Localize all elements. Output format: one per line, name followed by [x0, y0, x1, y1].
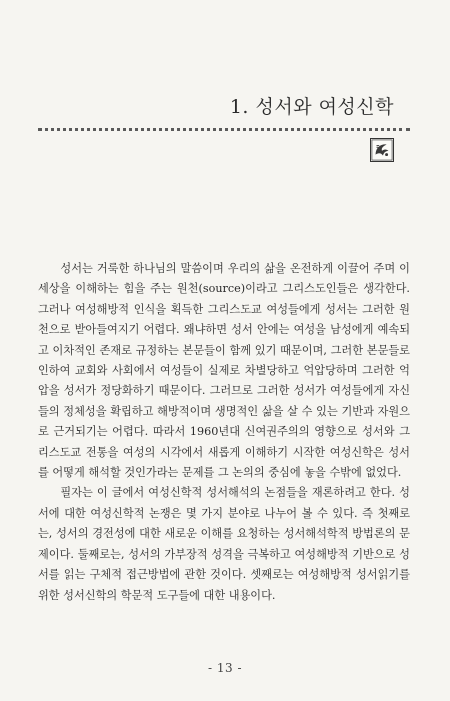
- decorative-ornament-icon: [370, 138, 394, 162]
- dotted-divider: [38, 128, 410, 131]
- paragraph: 필자는 이 글에서 여성신학적 성서해석의 논점들을 재론하려고 한다. 성서에 대한 여성신학적 논쟁은 몇 가지 분야로 나누어 볼 수 있다. 즉 첫째로는, 성서의 경전성에 대한 새로운 이해를 요청하는 성서해석학적 방법론의 문제이다. 둘째로는, 성서의 가부장적 성격을 극복하고 여성해방적 기반으로 성서를 읽는 구체적 접근방법에 관한 것이다. 셋째로는 여성해방적 성서읽기를 위한 성서신학의 학문적 도구들에 대한 내용이다.: [38, 486, 410, 602]
- paragraph: 성서는 거룩한 하나님의 말씀이며 우리의 삶을 온전하게 이끌어 주며 이 세상을 이해하는 힘을 주는 원천(source)이라고 그리스도인들은 생각한다. 그러나 여성해방적 인식을 획득한 그리스도교 여성들에게 성서는 그러한 원천으로 받아들여지기 어렵다. 왜냐하면 성서 안에는 여성을 남성에게 예속되고 이차적인 존재로 규정하는 본문들이 함께 있기 때문이며, 그러한 본문들로 인하여 교회와 사회에서 여성들이 실제로 차별당하고 억압당하며 그러한 억압을 성서가 정당화하기 때문이다. 그러므로 그러한 성서가 여성들에게 자신들의 정체성을 확립하고 해방적이며 생명적인 삶을 살 수 있는 기반과 자원으로 근거되기는 어렵다. 따라서 1960년대 신여권주의의 영향으로 성서와 그리스도교 전통을 여성의 시각에서 새롭게 이해하기 시작한 여성신학은 성서를 어떻게 해석할 것인가라는 문제를 그 논의의 중심에 놓을 수밖에 없었다.: [38, 262, 410, 480]
- page-number: - 13 -: [207, 661, 242, 675]
- chapter-title: 1. 성서와 여성신학: [229, 96, 394, 118]
- body-text: [38, 259, 410, 606]
- ornament-glyph-icon: [371, 139, 393, 161]
